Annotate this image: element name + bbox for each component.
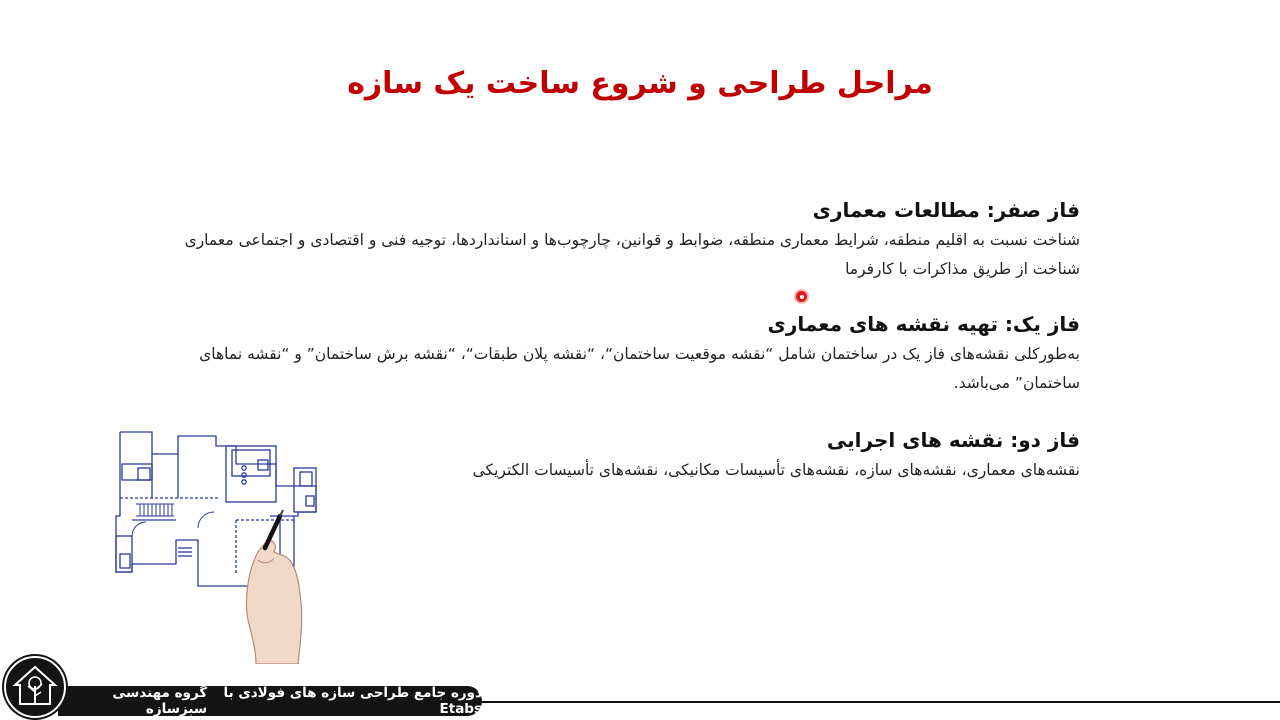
hand-drawing-floor-plan-icon	[108, 424, 328, 664]
section-line: نقشه‌های معماری، نقشه‌های سازه، نقشه‌های تأسیسات مکانیکی، نقشه‌های تأسیسات الکتریکی	[472, 461, 1080, 479]
section-heading: فاز صفر: مطالعات معماری	[812, 198, 1080, 222]
section-line: شناخت از طریق مذاکرات با کارفرما	[845, 260, 1080, 278]
house-tree-logo-icon	[4, 656, 66, 718]
slide-title: مراحل طراحی و شروع ساخت یک سازه	[347, 66, 933, 101]
footer-course-title: دوره جامع طراحی سازه های فولادی با Etabs	[223, 685, 482, 717]
section-phase-zero	[170, 196, 1080, 284]
section-heading: فاز دو: نقشه های اجرایی	[826, 428, 1080, 452]
footer-banner	[58, 686, 482, 716]
footer-group-name: گروه مهندسی سبزسازه	[112, 685, 208, 717]
laser-pointer-icon	[796, 291, 807, 302]
footer-divider	[470, 701, 1280, 703]
section-line: ساختمان” می‌باشد.	[953, 374, 1080, 392]
section-line: به‌طورکلی نقشه‌های فاز یک در ساختمان شامل “نقشه موقعیت ساختمان“، “نقشه پلان طبقات“، “نقشه برش ساختمان” و “نقشه نماهای	[199, 345, 1080, 363]
section-phase-one	[180, 310, 1080, 398]
section-line: شناخت نسبت به اقلیم منطقه، شرایط معماری منطقه، ضوابط و قوانین، چارچوب‌ها و استانداردها، توجیه فنی و اقتصادی و اجتماعی معماری	[184, 231, 1080, 249]
section-heading: فاز یک: تهیه نقشه های معماری	[767, 312, 1080, 336]
